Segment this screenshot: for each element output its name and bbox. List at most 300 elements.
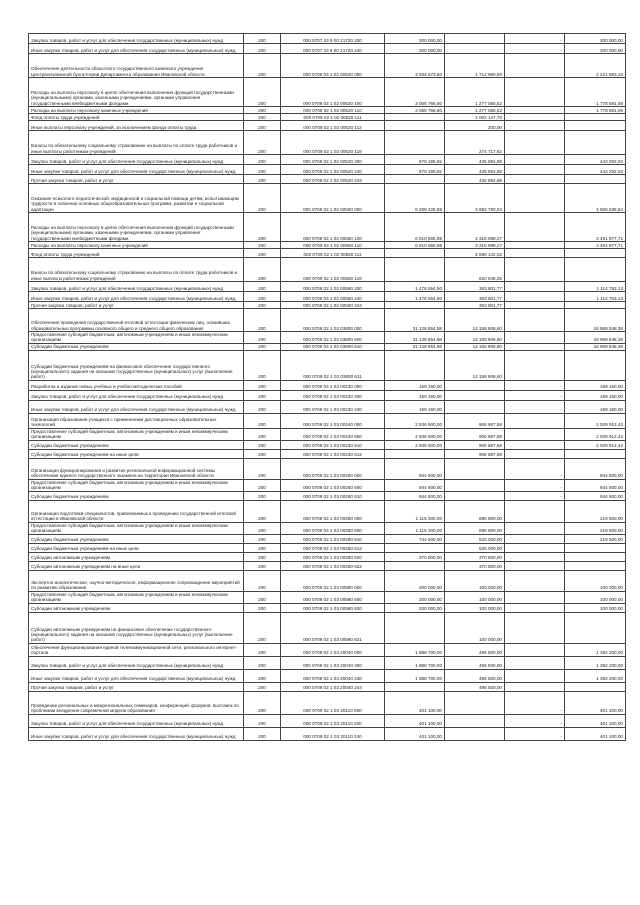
row-kbk-cell: 000 0709 02 1 03 00230 200 (281, 390, 385, 400)
row-rest-cell: 1 114 753,13 (565, 292, 626, 302)
table-row (29, 258, 626, 282)
row-exec-cell (445, 458, 505, 479)
row-rest-cell (565, 561, 626, 570)
row-dash-cell (505, 603, 565, 612)
row-code-cell: 200 (244, 491, 281, 500)
row-rest-cell: 1 114 753,13 (565, 282, 626, 292)
row-rest-cell (565, 682, 626, 691)
row-code-cell: 200 (244, 343, 281, 350)
row-rest-cell: 219 500,00 (565, 534, 626, 543)
row-kbk-cell: 000 0709 02 1 03 20040 244 (281, 682, 385, 691)
row-plan-cell: 879 196,92 (385, 165, 445, 175)
row-kbk-cell: 000 0709 02 1 02 00520 112 (281, 121, 385, 131)
row-plan-cell (385, 561, 445, 570)
row-exec-cell (445, 714, 505, 727)
row-plan-cell: 1 115 300,00 (385, 500, 445, 522)
row-exec-cell (445, 727, 505, 740)
row-name-cell: Фонд оплаты труда учреждений (29, 114, 244, 121)
row-code-cell: 200 (244, 249, 281, 258)
row-name-cell: Расходы на выплаты персоналу казенных учреждений (29, 242, 244, 249)
row-name-cell: Обеспечение проведения государственной итоговой аттестации физических лиц, освоивших образовательные программы основного общего и среднего общего образования (29, 309, 244, 332)
row-rest-cell: 1 778 691,06 (565, 78, 626, 107)
table-row (29, 184, 626, 213)
row-name-cell: Иные закупки товаров, работ и услуг для обеспечения государственных (муниципальных) нужд (29, 669, 244, 682)
row-kbk-cell: 000 0709 02 1 03 00280 622 (281, 561, 385, 570)
table-row (29, 561, 626, 570)
row-kbk-cell: 000 0709 02 1 02 00520 000 (281, 54, 385, 78)
row-kbk-cell: 000 0709 02 1 03 00280 600 (281, 522, 385, 534)
row-plan-cell: 944 600,00 (385, 491, 445, 500)
table-row (29, 121, 626, 131)
row-kbk-cell: 000 0709 02 1 03 20040 200 (281, 656, 385, 669)
row-code-cell: 200 (244, 643, 281, 656)
row-rest-cell (565, 175, 626, 184)
table-row (29, 714, 626, 727)
row-name-cell: Взносы по обязательному социальному страхованию на выплаты по оплате труда работников и иные выплаты работникам учреждений (29, 131, 244, 155)
row-dash-cell: - (505, 458, 565, 479)
row-name-cell: Организация функционирования и развития региональной информационной системы обеспечения единого государственного экзамена на территории Ивановской области (29, 458, 244, 479)
row-dash-cell: - (505, 491, 565, 500)
table-row (29, 591, 626, 603)
row-kbk-cell: 000 0709 02 1 03 00580 600 (281, 591, 385, 603)
row-rest-cell: 401 100,00 (565, 727, 626, 740)
row-code-cell: 200 (244, 570, 281, 591)
row-exec-cell (445, 390, 505, 400)
row-dash-cell (505, 350, 565, 380)
table-row (29, 656, 626, 669)
row-dash-cell (505, 54, 565, 78)
row-name-cell: Иные выплаты персоналу учреждений, за исключением фонда оплаты труда (29, 121, 244, 131)
table-body (29, 34, 626, 741)
row-rest-cell: 2 029 912,42 (565, 440, 626, 449)
row-dash-cell: - (505, 34, 565, 44)
row-plan-cell: 1 115 300,00 (385, 522, 445, 534)
table-row (29, 114, 626, 121)
row-dash-cell (505, 534, 565, 543)
row-dash-cell (505, 155, 565, 165)
row-dash-cell (505, 343, 565, 350)
row-code-cell: 200 (244, 603, 281, 612)
row-dash-cell: - (505, 727, 565, 740)
row-kbk-cell: 000 0709 02 1 03 20110 200 (281, 714, 385, 727)
row-dash-cell (505, 428, 565, 440)
table-row (29, 350, 626, 380)
row-name-cell: Иные закупки товаров, работ и услуг для обеспечения государственных (муниципальных) нужд (29, 727, 244, 740)
row-rest-cell (565, 131, 626, 155)
row-code-cell: 200 (244, 258, 281, 282)
row-code-cell: 200 (244, 400, 281, 413)
row-code-cell: 200 (244, 413, 281, 428)
row-rest-cell: 3 491 877,71 (565, 242, 626, 249)
table-row (29, 449, 626, 458)
row-plan-cell: 2 936 600,00 (385, 413, 445, 428)
row-name-cell: Закупка товаров, работ и услуг для обеспечения государственных (муниципальных) нужд (29, 155, 244, 165)
row-kbk-cell: 000 0709 02 1 03 00580 000 (281, 570, 385, 591)
row-kbk-cell: 000 0707 43 9 00 21720 200 (281, 34, 385, 44)
row-exec-cell: 496 500,00 (445, 643, 505, 656)
row-plan-cell (385, 258, 445, 282)
row-name-cell: Прочая закупка товаров, работ и услуг (29, 682, 244, 691)
row-dash-cell (505, 682, 565, 691)
row-exec-cell (445, 34, 505, 44)
table-row (29, 282, 626, 292)
row-dash-cell (505, 258, 565, 282)
table-row (29, 727, 626, 740)
row-plan-cell: 169 150,00 (385, 390, 445, 400)
row-name-cell: Субсидии бюджетным учреждениям на финансовое обеспечение государственного (муниципального) задания на оказание государственных (муниципальных) услуг (выполнение работ) (29, 350, 244, 380)
table-row (29, 691, 626, 714)
row-name-cell: Экспертно-аналитическое, научно-методическое, информационное сопровождение мероприятий по развитию образования (29, 570, 244, 591)
row-exec-cell (445, 491, 505, 500)
row-dash-cell (505, 332, 565, 344)
row-code-cell: 200 (244, 184, 281, 213)
row-kbk-cell: 000 0709 02 1 03 00240 612 (281, 449, 385, 458)
table-row (29, 612, 626, 643)
row-name-cell: Иные закупки товаров, работ и услуг для обеспечения государственных (муниципальных) нужд (29, 292, 244, 302)
row-kbk-cell: 000 0709 02 1 02 00550 240 (281, 292, 385, 302)
row-code-cell: 200 (244, 282, 281, 292)
row-plan-cell (385, 682, 445, 691)
row-code-cell: 200 (244, 155, 281, 165)
row-name-cell: Расходы на выплаты персоналу казенных учреждений (29, 107, 244, 114)
row-name-cell: Предоставление субсидий бюджетным, автономным учреждениям и иным некоммерческим организациям (29, 522, 244, 534)
budget-execution-table (28, 33, 626, 741)
row-code-cell: 200 (244, 54, 281, 78)
row-code-cell: 200 (244, 131, 281, 155)
row-rest-cell: 100 000,00 (565, 603, 626, 612)
row-exec-cell: 3 682 790,04 (445, 184, 505, 213)
row-name-cell: Прочая закупка товаров, работ и услуг (29, 302, 244, 309)
row-plan-cell: 169 150,00 (385, 400, 445, 413)
row-plan-cell: 300 000,00 (385, 44, 445, 54)
table-row (29, 440, 626, 449)
row-exec-cell: 435 894,88 (445, 155, 505, 165)
row-dash-cell (505, 114, 565, 121)
row-exec-cell: 906 687,58 (445, 449, 505, 458)
row-name-cell: Организация подготовки специалистов, привлекаемых к проведению государственной итоговой аттестации в Ивановской области (29, 500, 244, 522)
row-plan-cell: 944 600,00 (385, 458, 445, 479)
row-plan-cell: 879 196,92 (385, 155, 445, 165)
row-exec-cell: 100 000,00 (445, 570, 505, 591)
row-kbk-cell: 000 0709 02 1 03 00580 621 (281, 612, 385, 643)
row-kbk-cell: 000 0709 02 1 03 20110 000 (281, 691, 385, 714)
row-dash-cell (505, 107, 565, 114)
row-rest-cell: 300 000,00 (565, 44, 626, 54)
table-row (29, 343, 626, 350)
row-code-cell: 200 (244, 309, 281, 332)
row-dash-cell (505, 449, 565, 458)
row-code-cell: 200 (244, 669, 281, 682)
row-name-cell: Субсидии бюджетным учреждениям (29, 343, 244, 350)
row-code-cell: 200 (244, 534, 281, 543)
row-code-cell: 200 (244, 727, 281, 740)
row-code-cell: 200 (244, 165, 281, 175)
row-dash-cell: - (505, 400, 565, 413)
table-row (29, 552, 626, 561)
row-code-cell: 200 (244, 332, 281, 344)
row-kbk-cell: 000 0709 02 1 02 03800 000 (281, 309, 385, 332)
row-exec-cell: 496 500,00 (445, 669, 505, 682)
row-kbk-cell: 000 0709 02 1 02 00550 200 (281, 282, 385, 292)
row-dash-cell: - (505, 691, 565, 714)
row-plan-cell: 31 128 854,98 (385, 309, 445, 332)
row-name-cell: Расходы на выплаты персоналу в целях обеспечения выполнения функций государственными (муниципальными) органами, казенными учреждениями, органами управления государственными внебюджетными фондами (29, 78, 244, 107)
row-rest-cell: 443 292,04 (565, 155, 626, 165)
row-plan-cell: 744 500,00 (385, 534, 445, 543)
row-dash-cell (505, 121, 565, 131)
row-exec-cell: 200,00 (445, 121, 505, 131)
table-row (29, 175, 626, 184)
row-rest-cell (565, 543, 626, 552)
row-kbk-cell: 000 0709 02 1 02 00550 119 (281, 258, 385, 282)
row-rest-cell: 18 969 948,38 (565, 309, 626, 332)
row-rest-cell: 2 029 912,42 (565, 428, 626, 440)
row-exec-cell: 496 500,00 (445, 656, 505, 669)
row-rest-cell: 169 150,00 (565, 380, 626, 390)
table-row (29, 34, 626, 44)
row-rest-cell: 4 606 638,84 (565, 184, 626, 213)
row-exec-cell: 370 800,00 (445, 561, 505, 570)
row-rest-cell (565, 121, 626, 131)
row-name-cell: Закупка товаров, работ и услуг для обеспечения государственных (муниципальных) нужд (29, 34, 244, 44)
row-exec-cell: 100 000,00 (445, 591, 505, 603)
row-name-cell: Предоставление субсидий бюджетным, автономным учреждениям и иным некоммерческим организациям (29, 428, 244, 440)
row-name-cell: Предоставление субсидий бюджетным, автономным учреждениям и иным некоммерческим организациям (29, 591, 244, 603)
row-exec-cell (445, 380, 505, 390)
row-name-cell: Прочая закупка товаров, работ и услуг (29, 175, 244, 184)
row-rest-cell: 944 600,00 (565, 491, 626, 500)
row-dash-cell (505, 249, 565, 258)
row-kbk-cell: 000 0709 02 1 03 00280 620 (281, 552, 385, 561)
row-code-cell: 200 (244, 380, 281, 390)
row-kbk-cell: 000 0709 02 1 02 00520 111 (281, 114, 385, 121)
row-kbk-cell: 000 0709 02 1 02 00550 110 (281, 242, 385, 249)
row-dash-cell (505, 165, 565, 175)
row-plan-cell: 401 100,00 (385, 714, 445, 727)
row-rest-cell: 219 500,00 (565, 500, 626, 522)
row-kbk-cell: 000 0709 02 1 02 00520 244 (281, 175, 385, 184)
row-rest-cell: 944 600,00 (565, 479, 626, 491)
row-exec-cell: 1 277 065,52 (445, 78, 505, 107)
row-exec-cell: 435 894,88 (445, 165, 505, 175)
row-plan-cell: 8 289 428,88 (385, 184, 445, 213)
row-rest-cell (565, 302, 626, 309)
row-kbk-cell: 000 0709 02 1 02 00520 110 (281, 107, 385, 114)
row-code-cell: 200 (244, 44, 281, 54)
row-name-cell: Предоставление субсидий бюджетным, автономным учреждениям и иным некоммерческим организациям (29, 332, 244, 344)
table-row (29, 332, 626, 344)
row-name-cell: Предоставление субсидий бюджетным, автономным учреждениям и иным некоммерческим организациям (29, 479, 244, 491)
row-kbk-cell: 000 0709 02 1 03 00240 000 (281, 413, 385, 428)
table-row (29, 570, 626, 591)
row-plan-cell: 1 478 554,90 (385, 292, 445, 302)
row-kbk-cell: 000 0709 02 1 03 00260 610 (281, 491, 385, 500)
row-code-cell: 200 (244, 34, 281, 44)
row-code-cell: 200 (244, 656, 281, 669)
row-name-cell: Субсидии бюджетным учреждениям на иные цели (29, 543, 244, 552)
row-kbk-cell: 000 0709 02 1 03 00280 610 (281, 534, 385, 543)
row-name-cell: Расходы на выплаты персоналу в целях обеспечения выполнения функций государственными (муниципальными) органами, казенными учреждениями, органами управления государственными внебюджетными фондами (29, 213, 244, 242)
row-kbk-cell: 000 0709 02 1 02 00520 100 (281, 78, 385, 107)
row-dash-cell (505, 131, 565, 155)
row-code-cell: 200 (244, 591, 281, 603)
row-name-cell: Закупка товаров, работ и услуг для обеспечения государственных (муниципальных) нужд (29, 714, 244, 727)
row-exec-cell: 274 717,82 (445, 131, 505, 155)
row-kbk-cell: 000 0709 02 1 03 20040 000 (281, 643, 385, 656)
table-row (29, 155, 626, 165)
row-name-cell: Взносы по обязательному социальному страхованию на выплаты по оплате труда работников и иные выплаты работникам учреждений (29, 258, 244, 282)
row-exec-cell: 1 002 147,70 (445, 114, 505, 121)
row-name-cell: Иные закупки товаров, работ и услуг для обеспечения государственных (муниципальных) нужд (29, 44, 244, 54)
row-code-cell: 200 (244, 543, 281, 552)
row-dash-cell (505, 213, 565, 242)
row-rest-cell: 944 600,00 (565, 458, 626, 479)
row-plan-cell (385, 302, 445, 309)
row-kbk-cell: 000 0709 02 1 03 00280 612 (281, 543, 385, 552)
row-exec-cell: 1 277 065,52 (445, 107, 505, 114)
row-kbk-cell: 000 0709 02 1 03 00260 000 (281, 458, 385, 479)
row-plan-cell (385, 175, 445, 184)
row-dash-cell (505, 184, 565, 213)
row-plan-cell: 300 000,00 (385, 34, 445, 44)
row-exec-cell: 906 687,58 (445, 440, 505, 449)
row-kbk-cell: 000 0709 02 1 02 00550 244 (281, 302, 385, 309)
row-rest-cell: 401 100,00 (565, 714, 626, 727)
row-rest-cell: 18 969 948,38 (565, 332, 626, 344)
row-kbk-cell: 000 0709 02 1 02 00520 119 (281, 131, 385, 155)
row-dash-cell: - (505, 44, 565, 54)
row-code-cell: 200 (244, 302, 281, 309)
row-plan-cell: 200 000,00 (385, 591, 445, 603)
row-dash-cell (505, 413, 565, 428)
row-kbk-cell: 000 0709 02 1 02 03800 610 (281, 343, 385, 350)
row-exec-cell: 2 698 142,02 (445, 249, 505, 258)
row-rest-cell: 18 969 948,38 (565, 343, 626, 350)
row-rest-cell: 100 000,00 (565, 570, 626, 591)
table-row (29, 400, 626, 413)
row-exec-cell: 363 801,77 (445, 292, 505, 302)
row-code-cell: 200 (244, 292, 281, 302)
row-rest-cell: 401 100,00 (565, 691, 626, 714)
row-code-cell: 200 (244, 213, 281, 242)
table-row (29, 78, 626, 107)
row-plan-cell: 2 936 600,00 (385, 440, 445, 449)
table-row (29, 413, 626, 428)
table-row (29, 682, 626, 691)
row-code-cell: 200 (244, 458, 281, 479)
row-name-cell: Проведение региональных и межрегиональных семинаров, конференций, форумов, выставок по проблемам внедрения современной модели образования (29, 691, 244, 714)
row-code-cell: 200 (244, 390, 281, 400)
row-rest-cell: 169 150,00 (565, 400, 626, 413)
row-kbk-cell: 000 0709 02 1 02 00550 000 (281, 184, 385, 213)
row-exec-cell: 370 800,00 (445, 552, 505, 561)
row-plan-cell: 2 936 600,00 (385, 428, 445, 440)
row-plan-cell: 6 810 865,98 (385, 213, 445, 242)
row-exec-cell: 363 801,77 (445, 282, 505, 292)
row-name-cell: Субсидии бюджетным учреждениям на иные цели (29, 449, 244, 458)
row-dash-cell (505, 302, 565, 309)
row-dash-cell (505, 282, 565, 292)
table-row (29, 500, 626, 522)
row-code-cell: 200 (244, 522, 281, 534)
table-row (29, 603, 626, 612)
row-plan-cell: 1 888 700,00 (385, 643, 445, 656)
row-plan-cell: 6 810 865,98 (385, 242, 445, 249)
table-row (29, 302, 626, 309)
table-row (29, 292, 626, 302)
table-row (29, 54, 626, 78)
row-rest-cell: 1 392 200,00 (565, 643, 626, 656)
table-row (29, 479, 626, 491)
row-plan-cell (385, 249, 445, 258)
row-name-cell: Разработка и издание новых учебных и учебно-методических пособий (29, 380, 244, 390)
row-dash-cell (505, 552, 565, 561)
row-plan-cell (385, 121, 445, 131)
row-rest-cell: 1 778 691,06 (565, 107, 626, 114)
row-rest-cell: 2 221 983,10 (565, 54, 626, 78)
row-exec-cell: 363 801,77 (445, 302, 505, 309)
row-kbk-cell: 000 0709 02 1 03 00280 000 (281, 500, 385, 522)
row-exec-cell: 435 894,88 (445, 175, 505, 184)
table-row (29, 534, 626, 543)
row-kbk-cell: 000 0709 02 1 02 03800 600 (281, 332, 385, 344)
row-code-cell: 200 (244, 479, 281, 491)
table-row (29, 380, 626, 390)
row-exec-cell: 525 000,00 (445, 534, 505, 543)
row-rest-cell (565, 258, 626, 282)
row-exec-cell: 100 000,00 (445, 603, 505, 612)
row-code-cell: 200 (244, 500, 281, 522)
row-exec-cell: 12 158 906,60 (445, 309, 505, 332)
row-rest-cell: 1 392 200,00 (565, 656, 626, 669)
row-plan-cell (385, 449, 445, 458)
row-kbk-cell: 000 0709 02 1 03 00240 610 (281, 440, 385, 449)
row-kbk-cell: 000 0709 02 1 03 20110 240 (281, 727, 385, 740)
row-plan-cell: 3 055 766,60 (385, 78, 445, 107)
row-name-cell: Иные закупки товаров, работ и услуг для обеспечения государственных (муниципальных) нужд (29, 165, 244, 175)
row-dash-cell (505, 612, 565, 643)
row-name-cell: Субсидии бюджетным учреждениям (29, 534, 244, 543)
row-dash-cell (505, 643, 565, 656)
row-exec-cell: 496 500,00 (445, 682, 505, 691)
row-kbk-cell: 000 0709 02 1 03 00230 000 (281, 380, 385, 390)
row-plan-cell (385, 612, 445, 643)
row-rest-cell (565, 114, 626, 121)
row-rest-cell: 2 029 912,42 (565, 413, 626, 428)
row-name-cell: Субсидии бюджетным учреждениям (29, 491, 244, 500)
row-name-cell: Закупка товаров, работ и услуг для обеспечения государственных (муниципальных) нужд (29, 390, 244, 400)
table-row (29, 213, 626, 242)
row-plan-cell: 31 128 854,98 (385, 343, 445, 350)
row-name-cell: Организация образования учащихся с применением дистанционных образовательных технологий (29, 413, 244, 428)
row-exec-cell: 906 687,58 (445, 413, 505, 428)
row-plan-cell (385, 543, 445, 552)
row-name-cell: Субсидии бюджетным учреждениям (29, 440, 244, 449)
table-row (29, 491, 626, 500)
row-kbk-cell: 000 0709 02 1 02 00550 111 (281, 249, 385, 258)
table-row (29, 242, 626, 249)
row-rest-cell (565, 552, 626, 561)
row-exec-cell: 895 800,00 (445, 500, 505, 522)
row-code-cell: 200 (244, 691, 281, 714)
row-name-cell: Закупка товаров, работ и услуг для обеспечения государственных (муниципальных) нужд (29, 656, 244, 669)
row-code-cell: 200 (244, 552, 281, 561)
row-plan-cell: 3 934 573,60 (385, 54, 445, 78)
row-dash-cell (505, 543, 565, 552)
row-dash-cell (505, 242, 565, 249)
row-dash-cell: - (505, 479, 565, 491)
row-exec-cell (445, 44, 505, 54)
